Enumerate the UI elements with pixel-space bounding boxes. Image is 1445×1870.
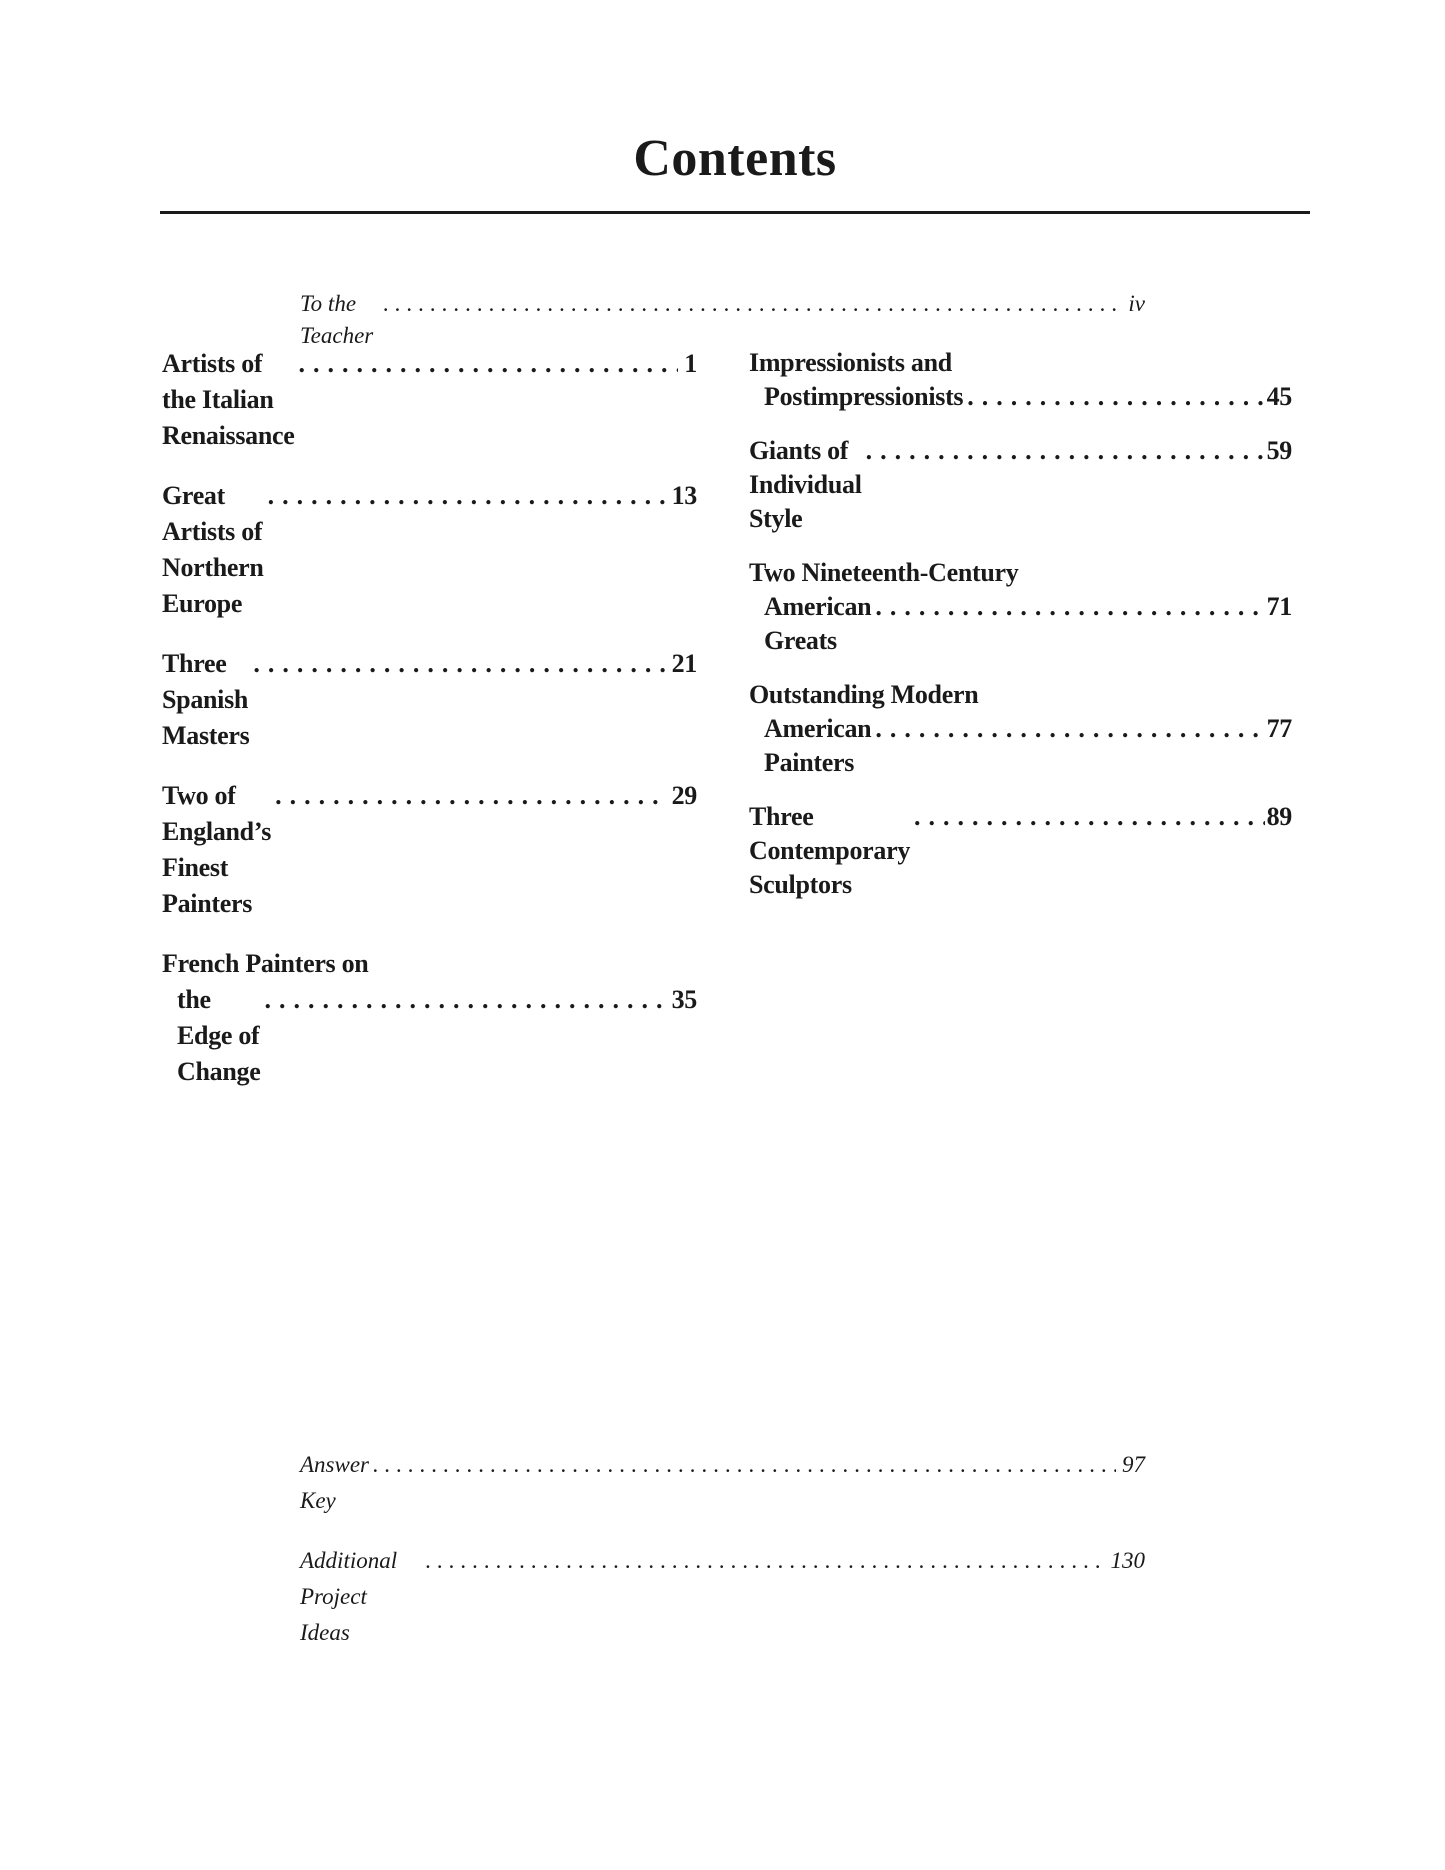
section-heading-line [749, 678, 1292, 712]
section-heading [749, 346, 1292, 414]
section-title: Great Artists of Northern Europe [162, 481, 264, 618]
section-heading [749, 556, 1292, 658]
dot-leader [862, 434, 1265, 468]
back-matter-label: Answer Key [300, 1452, 369, 1513]
section-heading [749, 434, 1292, 536]
section-title: Postimpressionists [764, 382, 964, 411]
toc-column-left [162, 346, 697, 1098]
section-title: the Edge of Change [177, 985, 261, 1086]
section-heading-line [749, 800, 1292, 902]
toc-section [749, 346, 1292, 414]
section-heading-line [749, 380, 1292, 414]
section-heading-line [162, 982, 697, 1090]
section-heading [162, 778, 697, 922]
toc-section [162, 946, 697, 1090]
toc-section [162, 346, 697, 454]
back-matter-row [300, 1543, 1145, 1651]
back-matter-page: 130 [1110, 1548, 1145, 1573]
section-heading [162, 646, 697, 754]
section-title: Three Contemporary Sculptors [749, 802, 911, 899]
section-heading [749, 800, 1292, 902]
dot-leader [369, 1447, 1116, 1483]
dot-leader [379, 288, 1122, 320]
dot-leader [871, 590, 1264, 624]
section-heading [162, 946, 697, 1090]
front-matter-row [300, 288, 1145, 352]
section-heading [162, 346, 697, 454]
section-page-number: 89 [1266, 802, 1292, 831]
section-page-number: 13 [671, 481, 697, 510]
toc-section [162, 478, 697, 622]
section-heading-line [749, 556, 1292, 590]
toc-section [749, 800, 1292, 902]
toc-section [749, 678, 1292, 780]
section-page-number: 77 [1266, 714, 1292, 743]
back-matter [300, 1447, 1145, 1651]
section-heading-line [749, 434, 1292, 536]
dot-leader [249, 646, 665, 682]
dot-leader [910, 800, 1265, 834]
toc-section [162, 646, 697, 754]
dot-leader [294, 346, 678, 382]
section-page-number: 71 [1266, 592, 1292, 621]
section-heading-line [749, 590, 1292, 658]
section-title: Two Nineteenth-Century [749, 558, 1019, 587]
section-title: Artists of the Italian Renaissance [162, 349, 295, 450]
section-heading-line [162, 778, 697, 922]
toc-section [749, 434, 1292, 536]
section-page-number: 1 [684, 349, 697, 378]
section-title: American Painters [764, 714, 872, 777]
toc-section [162, 778, 697, 922]
section-title: Giants of Individual Style [749, 436, 862, 533]
section-heading-line [162, 946, 697, 982]
back-matter-page: 97 [1122, 1452, 1145, 1477]
section-page-number: 59 [1266, 436, 1292, 465]
dot-leader [871, 712, 1264, 746]
title-rule [160, 211, 1310, 214]
section-title: Impressionists and [749, 348, 952, 377]
section-heading [162, 478, 697, 622]
toc-column-right [749, 346, 1292, 1098]
section-heading-line [162, 346, 697, 454]
dot-leader [422, 1543, 1105, 1579]
dot-leader [963, 380, 1264, 414]
section-page-number: 35 [671, 985, 697, 1014]
front-matter-label: To the Teacher [300, 291, 374, 348]
dot-leader [271, 778, 666, 814]
page-title: Contents [633, 130, 837, 187]
section-title: Two of England’s Finest Painters [162, 781, 272, 918]
front-matter-page: iv [1128, 291, 1145, 316]
section-title: French Painters on [162, 949, 369, 978]
section-heading-line [162, 646, 697, 754]
back-matter-row [300, 1447, 1145, 1519]
toc-section [749, 556, 1292, 658]
section-title: American Greats [764, 592, 872, 655]
section-page-number: 45 [1266, 382, 1292, 411]
section-title: Outstanding Modern [749, 680, 979, 709]
section-page-number: 29 [671, 781, 697, 810]
section-heading-line [749, 712, 1292, 780]
section-title: Three Spanish Masters [162, 649, 250, 750]
toc-columns [162, 346, 1292, 1098]
dot-leader [260, 982, 665, 1018]
section-page-number: 21 [671, 649, 697, 678]
dot-leader [264, 478, 666, 514]
section-heading-line [749, 346, 1292, 380]
section-heading [749, 678, 1292, 780]
section-heading-line [162, 478, 697, 622]
back-matter-label: Additional Project Ideas [300, 1548, 398, 1645]
